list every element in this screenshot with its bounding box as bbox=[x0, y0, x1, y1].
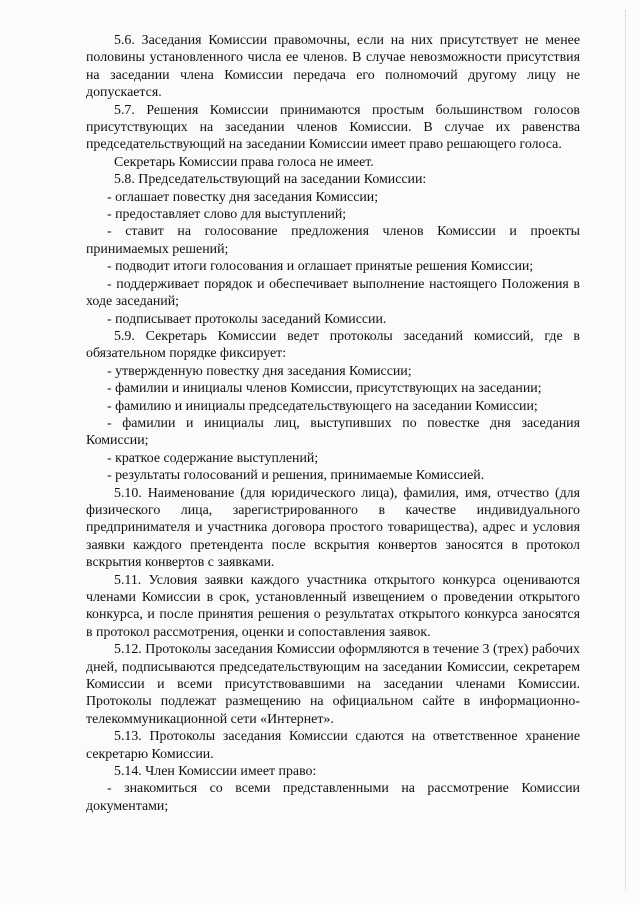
list-item: - ставит на голосование предложения членов Комиссии и проекты принимаемых решений; bbox=[86, 224, 580, 257]
paragraph-5-10: 5.10. Наименование (для юридического лица), фамилия, имя, отчество (для физического лица, зарегистрированного в качестве индивидуального предпринимателя и участника договора простого товарищества), адрес и условия заявки каждого претендента после вскрытия конвертов заносятся в протокол вскрытия конвертов с заявками. bbox=[86, 485, 580, 571]
paragraph-5-7: 5.7. Решения Комиссии принимаются простым большинством голосов присутствующих на заседании членов Комиссии. В случае их равенства председательствующий на заседании Комиссии имеет право решающего голоса. bbox=[86, 102, 580, 153]
paragraph-5-12: 5.12. Протоколы заседания Комиссии оформляются в течение 3 (трех) рабочих дней, подписываются председательствующим на заседании Комиссии, секретарем Комиссии и всеми присутствовавшими на заседании членами Комиссии. Протоколы подлежат размещению на официальном сайте в информационно-телекоммуникационной сети «Интернет». bbox=[86, 642, 580, 727]
list-item: - оглашает повестку дня заседания Комиссии; bbox=[107, 189, 379, 205]
document-body bbox=[86, 32, 580, 815]
paragraph-5-9: 5.9. Секретарь Комиссии ведет протоколы заседаний комиссий, где в обязательном порядке фиксирует: bbox=[86, 328, 580, 362]
list-item: - утвержденную повестку дня заседания Комиссии; bbox=[107, 363, 412, 379]
list-item: - краткое содержание выступлений; bbox=[107, 450, 319, 466]
list-item: - фамилии и инициалы членов Комиссии, присутствующих на заседании; bbox=[107, 381, 542, 397]
paragraph-5-6: 5.6. Заседания Комиссии правомочны, если на них присутствует не менее половины установленного числа ее членов. В случае невозможности присутствия на заседании члена Комиссии передача его полномочий другому лицу не допускается. bbox=[86, 33, 580, 101]
paragraph-secretary-vote: Секретарь Комиссии права голоса не имеет. bbox=[114, 154, 374, 170]
paragraph-5-14: 5.14. Член Комиссии имеет право: bbox=[114, 764, 317, 780]
list-item: - подписывает протоколы заседаний Комиссии. bbox=[107, 311, 387, 327]
list-item: - результаты голосований и решения, принимаемые Комиссией. bbox=[107, 468, 485, 484]
scan-edge-line bbox=[624, 10, 626, 890]
list-item: - знакомиться со всеми представленными на рассмотрение Комиссии документами; bbox=[86, 781, 580, 814]
list-item: - поддерживает порядок и обеспечивает выполнение настоящего Положения в ходе заседаний; bbox=[86, 276, 580, 310]
list-item: - фамилии и инициалы лиц, выступивших по повестке дня заседания Комиссии; bbox=[86, 415, 580, 449]
list-item: - фамилию и инициалы председательствующего на заседании Комиссии; bbox=[107, 398, 538, 414]
list-item: - подводит итоги голосования и оглашает принятые решения Комиссии; bbox=[107, 259, 534, 275]
list-item: - предоставляет слово для выступлений; bbox=[107, 207, 347, 223]
paragraph-5-11: 5.11. Условия заявки каждого участника открытого конкурса оцениваются членами Комиссии в срок, установленный извещением о проведении открытого конкурса, и после принятия решения о результатах открытого конкурса заносятся в протокол рассмотрения, оценки и сопоставления заявок. bbox=[86, 572, 580, 640]
paragraph-5-13: 5.13. Протоколы заседания Комиссии сдаются на ответственное хранение секретарю Комиссии. bbox=[86, 729, 580, 762]
paragraph-5-8: 5.8. Председательствующий на заседании Комиссии: bbox=[114, 172, 427, 188]
